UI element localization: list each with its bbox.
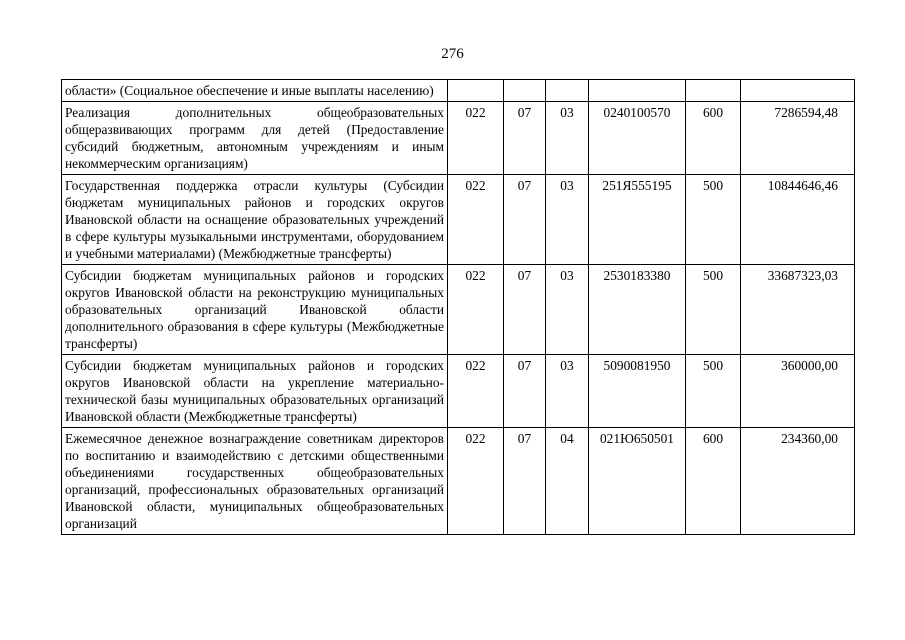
subsection-code-cell: 03 [546, 175, 589, 265]
section-code-cell: 07 [504, 265, 546, 355]
expense-type-cell [686, 80, 741, 102]
row-name-cell: Субсидии бюджетам муниципальных районов и городских округов Ивановской области на реконструкцию муниципальных образовательных организаций Ивановской области дополнительного образования в сфере культуры (Межбюджетные трансферты) [62, 265, 448, 355]
ministry-code-cell: 022 [448, 102, 504, 175]
sum-cell: 234360,00 [741, 428, 855, 535]
subsection-code-cell: 04 [546, 428, 589, 535]
target-article-cell: 0240100570 [589, 102, 686, 175]
section-code-cell [504, 80, 546, 102]
sum-cell: 7286594,48 [741, 102, 855, 175]
expense-type-cell: 500 [686, 175, 741, 265]
sum-cell [741, 80, 855, 102]
subsection-code-cell: 03 [546, 265, 589, 355]
row-name-cell: Государственная поддержка отрасли культуры (Субсидии бюджетам муниципальных районов и городских округов Ивановской области на оснащение образовательных учреждений в сфере культуры музыкальными инструментами, оборудованием и учебными материалами) (Межбюджетные трансферты) [62, 175, 448, 265]
target-article-cell: 021Ю650501 [589, 428, 686, 535]
table-row [62, 175, 855, 265]
expense-type-cell: 600 [686, 102, 741, 175]
ministry-code-cell: 022 [448, 265, 504, 355]
section-code-cell: 07 [504, 175, 546, 265]
row-name-cell: Субсидии бюджетам муниципальных районов и городских округов Ивановской области на укрепление материально-технической базы муниципальных образовательных организаций Ивановской области (Межбюджетные трансферты) [62, 355, 448, 428]
subsection-code-cell: 03 [546, 355, 589, 428]
target-article-cell: 251Я555195 [589, 175, 686, 265]
section-code-cell: 07 [504, 102, 546, 175]
expense-type-cell: 600 [686, 428, 741, 535]
section-code-cell: 07 [504, 355, 546, 428]
subsection-code-cell: 03 [546, 102, 589, 175]
ministry-code-cell: 022 [448, 355, 504, 428]
expense-type-cell: 500 [686, 355, 741, 428]
ministry-code-cell: 022 [448, 175, 504, 265]
table-row [62, 80, 855, 102]
row-name-cell: Ежемесячное денежное вознаграждение советникам директоров по воспитанию и взаимодействию с детскими общественными объединениями государственных общеобразовательных организаций, профессиональных образовательных организаций Ивановской области, муниципальных общеобразовательных организаций [62, 428, 448, 535]
subsection-code-cell [546, 80, 589, 102]
table-row [62, 102, 855, 175]
ministry-code-cell [448, 80, 504, 102]
sum-cell: 360000,00 [741, 355, 855, 428]
table-row [62, 428, 855, 535]
table-row [62, 265, 855, 355]
expense-type-cell: 500 [686, 265, 741, 355]
sum-cell: 33687323,03 [741, 265, 855, 355]
budget-table [61, 79, 855, 535]
section-code-cell: 07 [504, 428, 546, 535]
row-name-cell: Реализация дополнительных общеобразовательных общеразвивающих программ для детей (Предоставление субсидий бюджетным, автономным учреждениям и иным некоммерческим организациям) [62, 102, 448, 175]
target-article-cell: 2530183380 [589, 265, 686, 355]
table-row [62, 355, 855, 428]
row-name-cell: области» (Социальное обеспечение и иные выплаты населению) [62, 80, 448, 102]
sum-cell: 10844646,46 [741, 175, 855, 265]
target-article-cell: 5090081950 [589, 355, 686, 428]
ministry-code-cell: 022 [448, 428, 504, 535]
target-article-cell [589, 80, 686, 102]
page-number: 276 [441, 46, 464, 62]
